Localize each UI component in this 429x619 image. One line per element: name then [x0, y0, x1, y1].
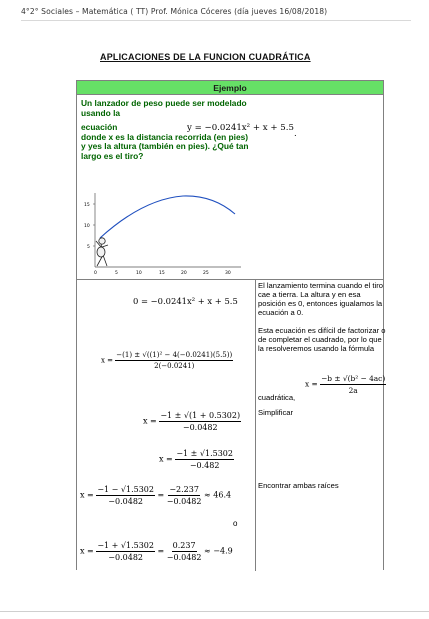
root-positive: x = $\frac{-1 - √1.5302}{-0.0482}$ = $\frac{-2.237}{-0.0482}$ ≈ 46.4 [80, 485, 232, 506]
problem-line-2: usando la [81, 107, 121, 118]
note-lanzamiento: El lanzamiento termina cuando el tiro cae a tierra. La altura y en esa posición es 0, entonces igualamos la ecuación a 0. [258, 281, 383, 317]
row-divider [77, 279, 383, 280]
x-tick-20: 20 [181, 271, 187, 276]
page-title: APLICACIONES DE LA FUNCION CUADRÁTICA [100, 52, 311, 62]
y-tick-15: 15 [84, 203, 90, 208]
x-tick-5: 5 [115, 271, 118, 276]
example-table [76, 80, 384, 570]
problem-line-4: donde x es la distancia recorrida (en pies) [81, 131, 249, 142]
note-raices: Encontrar ambas raíces [258, 481, 339, 490]
note-formula: Esta ecuación es difícil de factorizar o de completar el cuadrado, por lo que la resolveremos usando la fórmula [258, 326, 386, 353]
document-header: 4°2° Sociales – Matemática ( TT) Prof. Mónica Cóceres (día jueves 16/08/2018) [21, 7, 328, 16]
problem-line-6: largo es el tiro? [81, 150, 144, 161]
trajectory-graph [83, 189, 243, 277]
footer-divider [0, 611, 429, 612]
note-simplificar: Simplificar [258, 408, 294, 417]
substitution-numerator: −(1) ± √((1)² − 4(−0.0241)(5.5)) [116, 351, 233, 359]
x-tick-0: 0 [94, 271, 97, 276]
trajectory-svg [83, 189, 243, 277]
trajectory-curve [100, 196, 235, 238]
problem-line-1: Un lanzador de peso puede ser modelado [81, 98, 247, 108]
model-equation: y = −0.0241x² + x + 5.5. [187, 123, 297, 139]
x-tick-10: 10 [136, 271, 142, 276]
or-separator: o [233, 519, 238, 528]
x-tick-25: 25 [203, 271, 209, 276]
equation-zero: 0 = −0.0241x² + x + 5.5 [133, 296, 238, 306]
column-divider [255, 279, 256, 571]
x-tick-15: 15 [159, 271, 165, 276]
note-cuadratica: cuadrática, [258, 393, 296, 402]
table-header-ejemplo: Ejemplo [77, 81, 383, 95]
header-divider [21, 20, 411, 21]
y-tick-10: 10 [84, 224, 90, 229]
root-negative: x = $\frac{-1 + √1.5302}{-0.0482}$ = $\frac{0.237}{-0.0482}$ ≈ −4.9 [80, 541, 233, 562]
formula-numerator: −b ± √(b² − 4ac) [321, 374, 386, 383]
x-tick-30: 30 [225, 271, 231, 276]
shot-putter-figure [96, 238, 108, 266]
quadratic-formula: x = $\frac{\text{−b ± √(b² − 4ac)}}{2a}$ [305, 374, 386, 395]
y-tick-5: 5 [87, 245, 90, 250]
simplified-equation: x = $\frac{-1 \pm √(1 + 0.5302)}{-0.0482}$ [143, 411, 241, 432]
formula-denominator: 2a [348, 386, 358, 395]
problem-line-5: y yes la altura (también en pies). ¿Qué tan [81, 141, 249, 152]
root-equation: x = $\frac{-1 \pm √1.5302}{-0.482}$ [159, 449, 233, 470]
problem-line-3: ecuación [81, 122, 118, 133]
substitution-denominator: 2(−0.0241) [154, 362, 195, 370]
quadratic-substitution: x = $\frac{\text{−(1) ± √((1)² − 4(−0.0241)(5.5))}}{2(-0.0241)}$ [101, 351, 233, 370]
